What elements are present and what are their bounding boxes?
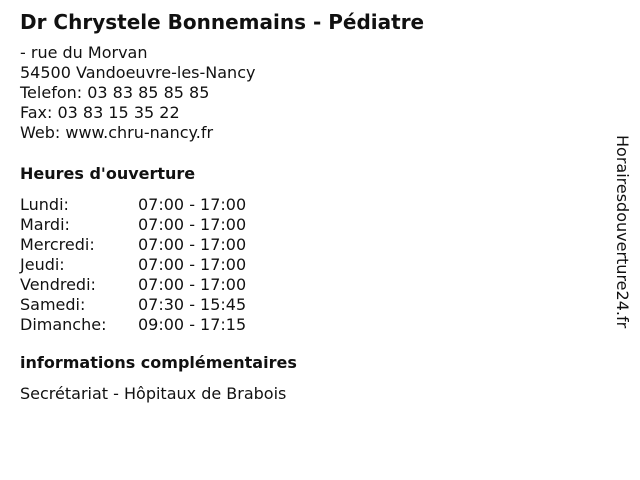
hours-time: 07:30 - 15:45 <box>138 295 247 314</box>
hours-time: 07:00 - 17:00 <box>138 215 247 234</box>
fax-number: Fax: 03 83 15 35 22 <box>20 103 180 122</box>
hours-row-thursday <box>20 255 246 275</box>
hours-time: 07:00 - 17:00 <box>138 255 247 274</box>
hours-table <box>20 195 246 335</box>
hours-row-tuesday <box>20 215 246 235</box>
address-block <box>20 43 255 143</box>
hours-heading: Heures d'ouverture <box>20 164 196 183</box>
hours-day: Dimanche: <box>20 315 107 334</box>
info-text: Secrétariat - Hôpitaux de Brabois <box>20 384 287 403</box>
hours-row-sunday <box>20 315 246 335</box>
site-brand: Horairesdouverture24.fr <box>613 135 632 329</box>
hours-day: Mardi: <box>20 215 70 234</box>
info-heading: informations complémentaires <box>20 353 297 372</box>
hours-day: Mercredi: <box>20 235 95 254</box>
hours-row-friday <box>20 275 246 295</box>
city-address: 54500 Vandoeuvre-les-Nancy <box>20 63 256 82</box>
hours-day: Vendredi: <box>20 275 96 294</box>
hours-day: Lundi: <box>20 195 69 214</box>
hours-time: 07:00 - 17:00 <box>138 195 247 214</box>
hours-row-wednesday <box>20 235 246 255</box>
hours-time: 09:00 - 17:15 <box>138 315 247 334</box>
website: Web: www.chru-nancy.fr <box>20 123 214 142</box>
phone-number: Telefon: 03 83 85 85 85 <box>20 83 210 102</box>
hours-row-saturday <box>20 295 246 315</box>
hours-time: 07:00 - 17:00 <box>138 235 247 254</box>
hours-row-monday <box>20 195 246 215</box>
hours-time: 07:00 - 17:00 <box>138 275 247 294</box>
street-address: - rue du Morvan <box>20 43 148 62</box>
hours-day: Samedi: <box>20 295 86 314</box>
hours-day: Jeudi: <box>20 255 65 274</box>
page-title: Dr Chrystele Bonnemains - Pédiatre <box>20 10 425 34</box>
